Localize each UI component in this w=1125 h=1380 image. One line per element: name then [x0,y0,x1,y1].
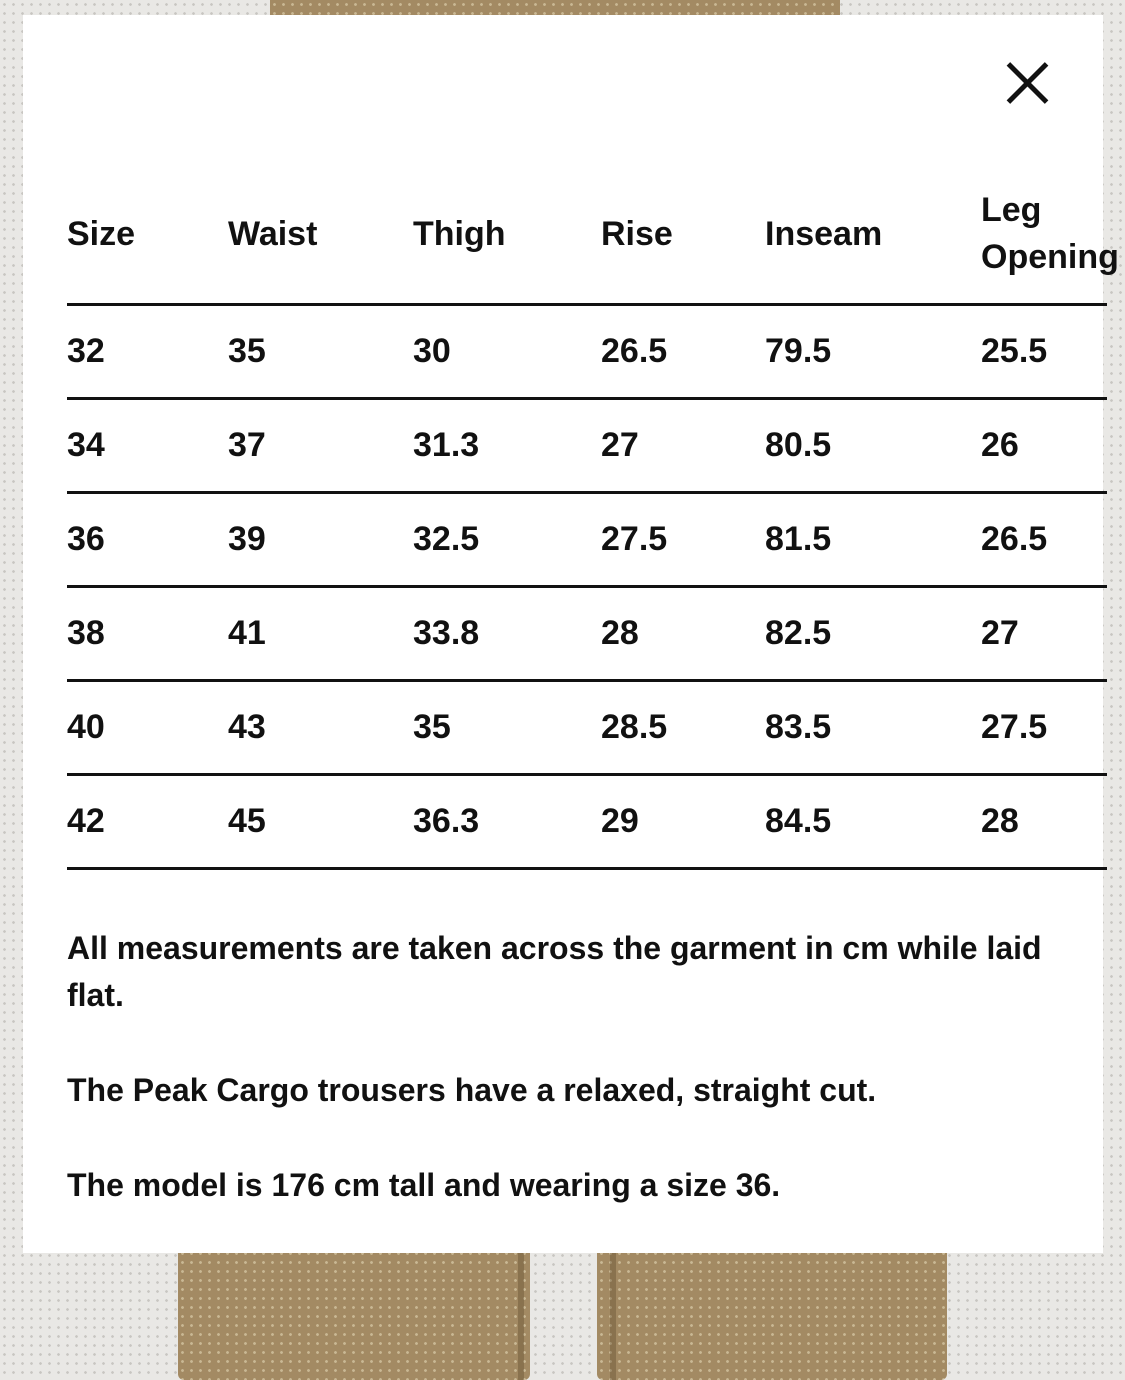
column-header-thigh: Thigh [413,165,601,305]
cell-size: 38 [67,587,228,681]
cell-inseam: 79.5 [765,305,981,399]
cell-inseam: 84.5 [765,775,981,869]
column-header-waist: Waist [228,165,413,305]
model-note: The model is 176 cm tall and wearing a size 36. [67,1167,781,1203]
cell-size: 34 [67,399,228,493]
column-header-leg-opening [981,165,1119,305]
cell-waist: 41 [228,587,413,681]
table-row [67,399,1107,493]
cell-size: 32 [67,305,228,399]
cell-waist: 39 [228,493,413,587]
column-header-inseam: Inseam [765,165,981,305]
cell-inseam: 80.5 [765,399,981,493]
cell-waist: 37 [228,399,413,493]
cell-thigh: 33.8 [413,587,601,681]
cell-rise: 28.5 [601,681,765,775]
cell-leg-opening: 27 [981,587,1107,681]
cell-waist: 35 [228,305,413,399]
cell-thigh: 35 [413,681,601,775]
right-leg-seam [610,1240,616,1380]
leg-opening-label: Leg Opening [981,191,1119,276]
cell-rise: 29 [601,775,765,869]
product-image-right-leg [597,1240,947,1380]
cell-rise: 27.5 [601,493,765,587]
cell-size: 36 [67,493,228,587]
cell-leg-opening: 26.5 [981,493,1107,587]
cell-thigh: 36.3 [413,775,601,869]
table-row [67,775,1107,869]
column-header-rise: Rise [601,165,765,305]
column-header-size: Size [67,165,228,305]
cell-rise: 28 [601,587,765,681]
product-image-left-leg [178,1240,530,1380]
table-row [67,587,1107,681]
cell-inseam: 82.5 [765,587,981,681]
cell-leg-opening: 26 [981,399,1107,493]
left-leg-seam [518,1240,524,1380]
size-table-container [67,165,1119,870]
cell-thigh: 30 [413,305,601,399]
cell-waist: 43 [228,681,413,775]
table-row [67,305,1107,399]
measurement-note: All measurements are taken across the garment in cm while laid flat. [67,930,1042,1013]
table-row [67,493,1107,587]
cell-size: 42 [67,775,228,869]
table-row [67,681,1107,775]
size-notes [67,925,1057,1257]
cell-inseam: 83.5 [765,681,981,775]
cell-leg-opening: 28 [981,775,1107,869]
cell-rise: 27 [601,399,765,493]
table-header-row [67,165,1107,305]
cell-size: 40 [67,681,228,775]
close-icon[interactable] [998,53,1058,113]
cell-thigh: 31.3 [413,399,601,493]
size-guide-dialog [23,15,1119,1253]
cell-leg-opening: 25.5 [981,305,1107,399]
size-table [67,165,1119,870]
cell-leg-opening: 27.5 [981,681,1107,775]
fit-note: The Peak Cargo trousers have a relaxed, straight cut. [67,1072,877,1108]
cell-waist: 45 [228,775,413,869]
cell-thigh: 32.5 [413,493,601,587]
cell-rise: 26.5 [601,305,765,399]
cell-inseam: 81.5 [765,493,981,587]
